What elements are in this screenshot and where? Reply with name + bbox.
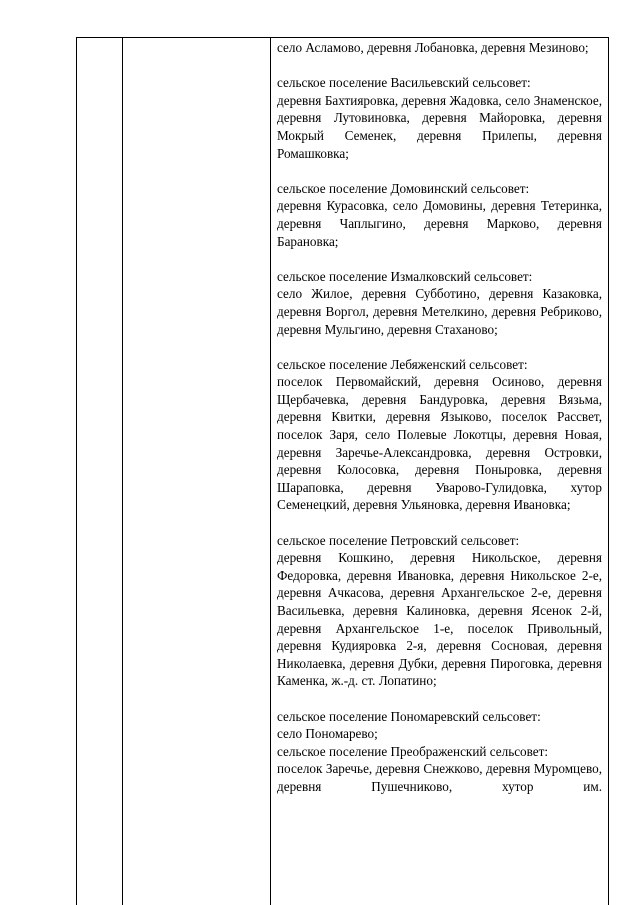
paragraph-gap — [277, 338, 602, 356]
settlement-paragraph: село Жилое, деревня Субботино, деревня Казаковка, деревня Воргол, деревня Метелкино, деревня Ребриково, деревня Мульгино, деревня Стаханово; — [277, 286, 602, 337]
settlement-paragraph: поселок Первомайский, деревня Осиново, деревня Щербачевка, деревня Бандуровка, деревня Вязьма, деревня Квитки, деревня Языково, поселок Рассвет, поселок Заря, село Полевые Локотцы, деревня Новая, деревня Заречье-Александровка, деревня Островки, деревня Колосовка, деревня Понырoвка, деревня Шараповка, деревня Уварово-Гулидовка, хутор Семенецкий, деревня Ульяновка, деревня Ивановка; — [277, 374, 602, 513]
settlement-paragraph: село Пономарево; — [277, 726, 378, 742]
settlement-paragraph: сельское поселение Петровский сельсовет: — [277, 532, 520, 548]
settlement-paragraph: деревня Кошкино, деревня Никольское, деревня Федоровка, деревня Ивановка, деревня Никольское 2-е, деревня Ачкасова, деревня Архангельское 2-е, деревня Васильевка, деревня Калиновка, деревня Ясенок 2-й, деревня Архангельское 1-е, поселок Привольный, деревня Кудияровка 2-я, деревня Сосновая, деревня Николаевка, деревня Дубки, деревня Пироговка, деревня Каменка, ж.-д. ст. Лопатино; — [277, 550, 602, 689]
settlement-paragraph: деревня Бахтияровка, деревня Жадовка, село Знаменское, деревня Лутовиновка, деревня Майоровка, деревня Мокрый Семенек, деревня Прилепы, деревня Ромашковка; — [277, 92, 602, 161]
paragraph-gap — [277, 514, 602, 532]
settlement-paragraph: сельское поселение Измалковский сельсовет: — [277, 268, 533, 284]
table-column-divider-1 — [122, 37, 123, 905]
paragraph-gap — [277, 57, 602, 75]
settlement-paragraph: сельское поселение Преображенский сельсовет: — [277, 743, 549, 759]
table-column-divider-2 — [270, 37, 271, 905]
settlements-cell — [277, 39, 602, 796]
settlement-paragraph: деревня Курасовка, село Домовины, деревня Тетеринка, деревня Чаплыгино, деревня Марково, деревня Барановка; — [277, 198, 602, 249]
settlement-paragraph: сельское поселение Лебяженский сельсовет: — [277, 356, 528, 372]
settlement-paragraph: сельское поселение Домовинский сельсовет: — [277, 180, 530, 196]
paragraph-gap — [277, 690, 602, 708]
paragraph-gap — [277, 162, 602, 180]
settlement-paragraph: село Асламово, деревня Лобановка, деревня Мезиново; — [277, 40, 589, 55]
settlement-paragraph: сельское поселение Васильевский сельсовет: — [277, 75, 531, 91]
paragraph-gap — [277, 250, 602, 268]
settlement-paragraph: сельское поселение Пономаревский сельсовет: — [277, 708, 541, 724]
settlement-paragraph: поселок Заречье, деревня Снежково, деревня Муромцево, деревня Пушечниково, хутор им. — [277, 761, 602, 794]
